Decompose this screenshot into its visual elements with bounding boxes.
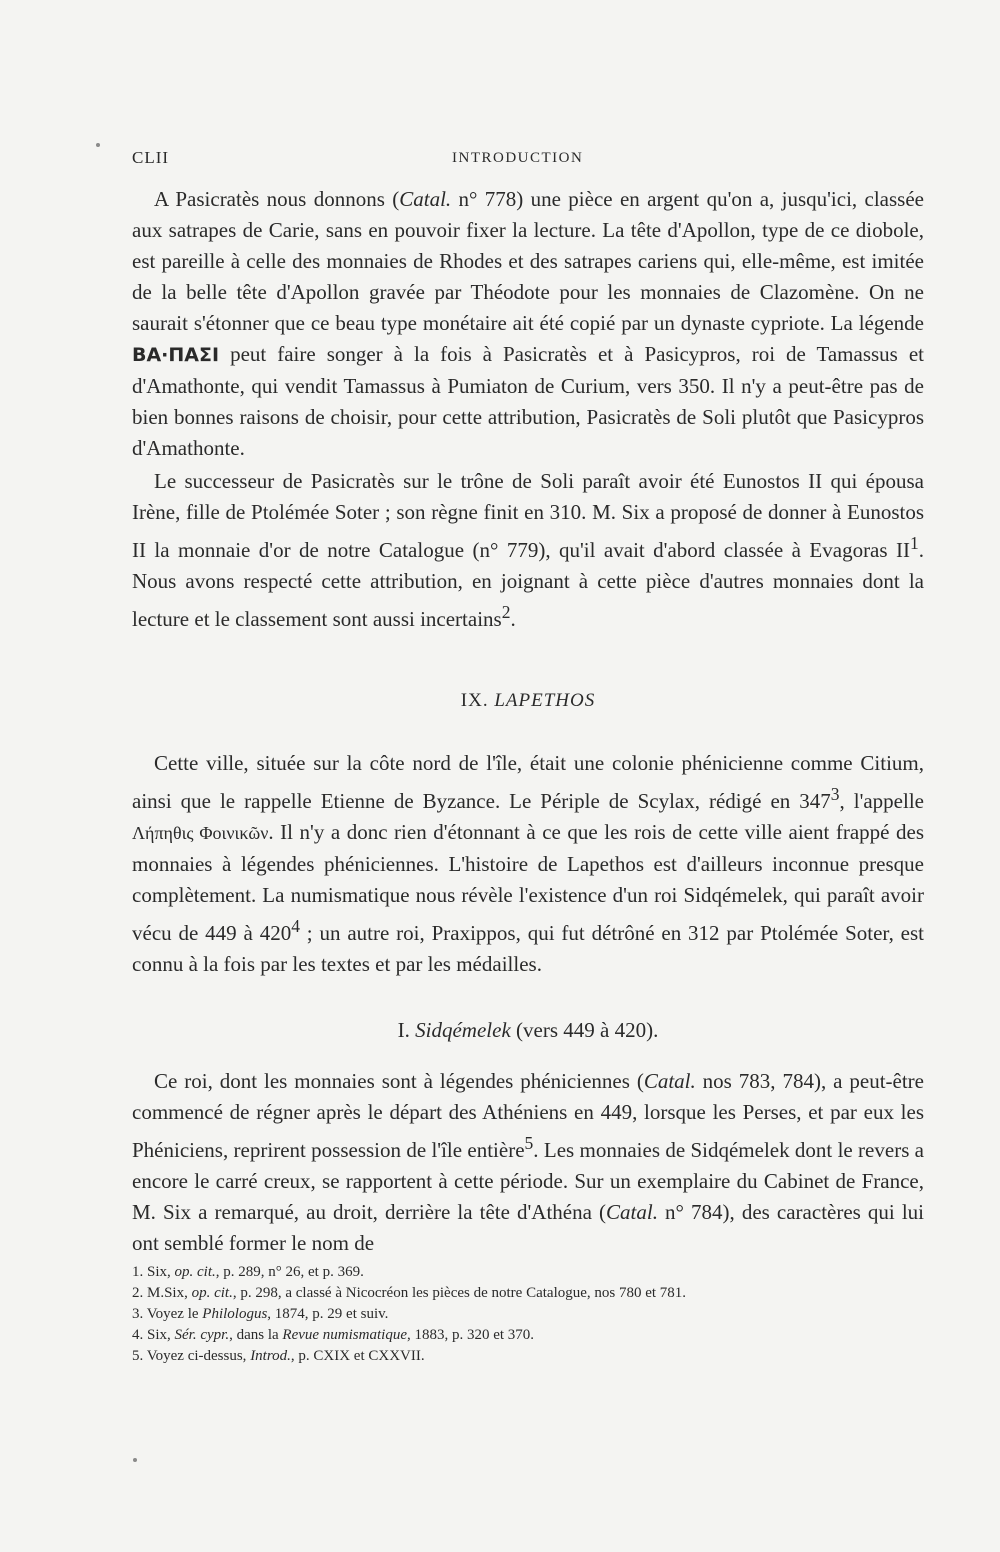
text-run: , p. CXIX et CXXVII. bbox=[290, 1348, 425, 1364]
page-number: CLII bbox=[132, 148, 170, 167]
coin-legend: ΒΑ·ΠΑΣΙ bbox=[132, 344, 220, 366]
italic-reference: Catal. bbox=[606, 1200, 658, 1224]
footnote-ref: 4 bbox=[291, 916, 300, 936]
text-run: Voyez le bbox=[143, 1306, 203, 1322]
footnote-1 bbox=[132, 1262, 924, 1283]
italic-text: Introd. bbox=[250, 1348, 291, 1364]
text-run: Six, bbox=[143, 1264, 175, 1280]
text-run: n° 778) une pièce en argent qu'on a, jusqu'ici, classée aux satrapes de Carie, sans en pouvoir fixer la lecture. La tête d'Apollon, type de ce diobole, est pareille à celle des monnaies de Rhodes et des satrapes cariens qui, elle-même, est imitée de la belle tête d'Apollon gravée par Théodote pour les monnaies de Clazomène. On ne saurait s'étonner que ce beau type monétaire ait été copié par un dynaste cypriote. La légende bbox=[132, 187, 924, 335]
footnote-number: 3. bbox=[132, 1306, 144, 1322]
footnote-3 bbox=[132, 1304, 924, 1325]
footnote-2 bbox=[132, 1283, 924, 1304]
italic-text: Revue numismatique bbox=[282, 1327, 407, 1343]
italic-text: Philologus bbox=[202, 1306, 268, 1322]
footnote-ref: 5 bbox=[524, 1133, 534, 1153]
text-run: . Nous avons respecté cette attribution, en joignant à cette pièce d'autres monnaies dont la lecture et le classement sont aussi incertains bbox=[132, 538, 924, 631]
text-run: , p. 289, n° 26, et p. 369. bbox=[215, 1264, 364, 1280]
text-run: nos 783, 784), a peut-être commencé de régner après le départ des Athéniens en 449, lorsque les Perses, et par eux les Phéniciens, reprirent possession de l'île entière bbox=[132, 1069, 924, 1162]
subsection-dates: (vers 449 à 420). bbox=[510, 1018, 659, 1042]
text-run: M.Six, bbox=[143, 1285, 192, 1301]
text-run: Ce roi, dont les monnaies sont à légendes phéniciennes ( bbox=[154, 1069, 644, 1093]
footnote-5 bbox=[132, 1346, 924, 1367]
italic-text: Sér. cypr. bbox=[174, 1327, 230, 1343]
greek-name: Λήπηθις Φοινικῶν bbox=[132, 823, 269, 843]
paragraph bbox=[132, 1066, 924, 1259]
running-head: INTRODUCTION bbox=[452, 150, 584, 166]
text-run: n° 784), des caractères qui lui ont semblé former le nom de bbox=[132, 1200, 925, 1255]
text-run: . Il n'y a donc rien d'étonnant à ce que les rois de cette ville aient frappé des monnaies à légendes phéniciennes. L'histoire de Lapethos est d'ailleurs inconnue presque complètement. La numismatique nous révèle l'existence d'un roi Sidqémelek, qui paraît avoir vécu de 449 à 420 bbox=[132, 820, 924, 945]
body-text-block-1 bbox=[132, 184, 924, 635]
text-run: . Les monnaies de Sidqémelek dont le revers a encore le carré creux, se rapportent à cette période. Sur un exemplaire du Cabinet de France, M. Six a remarqué, au droit, derrière la tête d'Athéna ( bbox=[132, 1138, 925, 1224]
body-text-block-3 bbox=[132, 1066, 924, 1259]
speck-mark bbox=[96, 143, 100, 147]
italic-text: op. cit. bbox=[191, 1285, 233, 1301]
text-run: , l'appelle bbox=[839, 789, 924, 813]
footnotes bbox=[132, 1262, 924, 1367]
italic-reference: Catal. bbox=[643, 1069, 696, 1093]
section-number: IX. bbox=[460, 690, 489, 711]
text-run: Cette ville, située sur la côte nord de l'île, était une colonie phénicienne comme Citium, ainsi que le rappelle Etienne de Byzance. Le Périple de Scylax, rédigé en 347 bbox=[132, 751, 924, 813]
text-run: , 1883, p. 320 et 370. bbox=[406, 1327, 535, 1343]
footnote-number: 2. bbox=[132, 1285, 144, 1301]
footnote-4 bbox=[132, 1325, 924, 1346]
paragraph bbox=[132, 748, 924, 980]
text-run: , p. 298, a classé à Nicocréon les pièces de notre Catalogue, nos 780 et 781. bbox=[232, 1285, 687, 1301]
footnote-number: 4. bbox=[132, 1327, 144, 1343]
text-run: . bbox=[510, 607, 516, 631]
footnote-ref: 1 bbox=[910, 533, 919, 553]
section-heading bbox=[132, 690, 924, 712]
paragraph bbox=[132, 466, 924, 635]
text-run: A Pasicratès nous donnons ( bbox=[154, 187, 400, 211]
footnote-ref: 2 bbox=[501, 602, 511, 622]
text-run: , 1874, p. 29 et suiv. bbox=[267, 1306, 389, 1322]
subsection-number: I. bbox=[397, 1018, 410, 1042]
text-run: ; un autre roi, Praxippos, qui fut détrôné en 312 par Ptolémée Soter, est connu à la fois par les textes et par les médailles. bbox=[132, 921, 924, 976]
subsection-heading bbox=[132, 1018, 924, 1043]
italic-reference: Catal. bbox=[399, 187, 452, 211]
footnote-number: 1. bbox=[132, 1264, 144, 1280]
text-run: Le successeur de Pasicratès sur le trône de Soli paraît avoir été Eunostos II qui épousa Irène, fille de Ptolémée Soter ; son règne finit en 310. M. Six a proposé de donner à Eunostos II la monnaie d'or de notre Catalogue (n° 779), qu'il avait d'abord classée à Evagoras II bbox=[132, 469, 924, 562]
text-run: Voyez ci-dessus, bbox=[143, 1348, 251, 1364]
body-text-block-2 bbox=[132, 748, 924, 980]
subsection-name: Sidqémelek bbox=[415, 1018, 511, 1042]
text-run: peut faire songer à la fois à Pasicratès et à Pasicypros, roi de Tamassus et d'Amathonte, qui vendit Tamassus à Pumiaton de Curium, vers 350. Il n'y a peut-être pas de bien bonnes raisons de choisir, pour cette attribution, Pasicratès de Soli plutôt que Pasicypros d'Amathonte. bbox=[132, 342, 924, 460]
text-run: , dans la bbox=[229, 1327, 283, 1343]
text-run: Six, bbox=[143, 1327, 175, 1343]
footnote-number: 5. bbox=[132, 1348, 144, 1364]
footnote-ref: 3 bbox=[830, 784, 840, 804]
italic-text: op. cit. bbox=[174, 1264, 216, 1280]
section-title: LAPETHOS bbox=[494, 690, 596, 711]
paragraph bbox=[132, 184, 924, 464]
speck-mark bbox=[133, 1458, 137, 1462]
page-header bbox=[132, 148, 922, 172]
